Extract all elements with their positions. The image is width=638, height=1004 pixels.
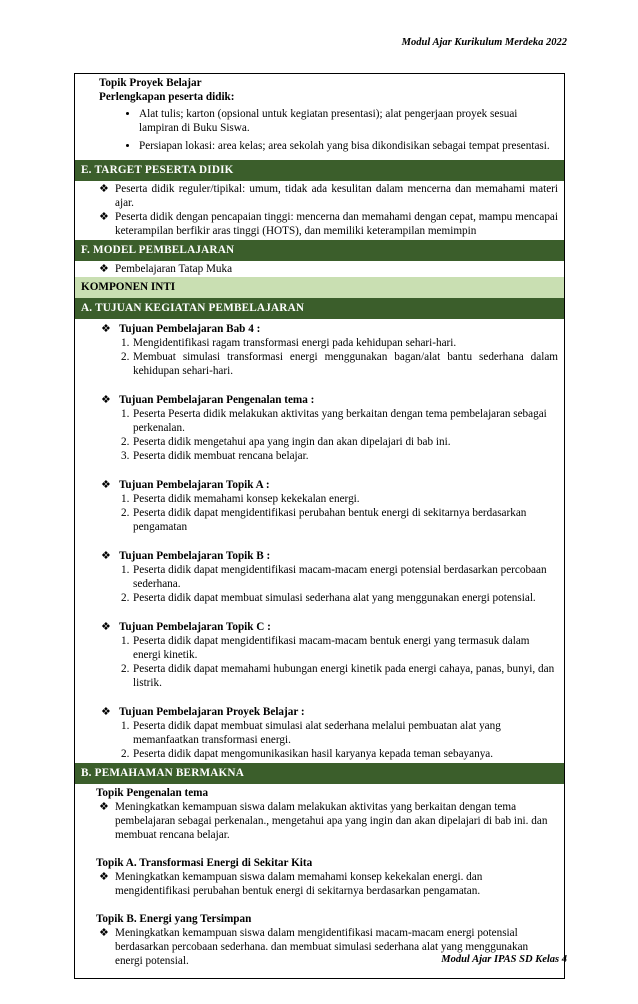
- diamond-bullet-icon: ❖: [99, 211, 109, 223]
- list-item: ❖ Meningkatkan kemampuan siswa dalam mengidentifikasi macam-macam energi potensial berdasarkan percobaan sederhana. dan membuat simulasi sederhana alat yang menggunakan energi potensial.: [99, 927, 529, 967]
- diamond-bullet-icon: ❖: [99, 871, 109, 883]
- tujuan-group-title: ❖ Tujuan Pembelajaran Topik A :: [101, 479, 270, 491]
- diamond-bullet-icon: ❖: [101, 479, 111, 491]
- pemahaman-topic-title: Topik A. Transformasi Energi di Sekitar Kita: [96, 857, 313, 869]
- diamond-bullet-icon: ❖: [99, 263, 109, 275]
- list-item: 1. Peserta didik dapat mengidentifikasi macam-macam energi potensial berdasarkan percobaan sederhana.: [121, 564, 547, 590]
- list-item: 2. Peserta didik mengetahui apa yang ingin dan akan dipelajari di bab ini.: [121, 436, 451, 448]
- list-item: ❖ Meningkatkan kemampuan siswa dalam melakukan aktivitas yang berkaitan dengan tema pembelajaran sebagai perkenalan., mengetahui apa yang ingin dan akan dipelajari di bab ini. dan membuat rencana belajar.: [99, 801, 548, 841]
- list-item: ❖ Pembelajaran Tatap Muka: [99, 263, 233, 275]
- tujuan-group-title: ❖ Tujuan Pembelajaran Proyek Belajar :: [101, 706, 305, 718]
- pemahaman-content: [75, 784, 564, 978]
- komponen-inti-heading: KOMPONEN INTI: [75, 277, 564, 298]
- diamond-bullet-icon: ❖: [101, 706, 111, 718]
- topik-proyek-title: Topik Proyek Belajar: [99, 77, 202, 89]
- section-heading-model: F. MODEL PEMBELAJARAN: [75, 240, 564, 261]
- target-list: [75, 181, 564, 240]
- tujuan-group-title: ❖ Tujuan Pembelajaran Pengenalan tema :: [101, 394, 315, 406]
- list-item: 1. Peserta didik dapat mengidentifikasi macam-macam bentuk energi yang termasuk dalam energi kinetik.: [121, 635, 530, 661]
- diamond-bullet-icon: ❖: [101, 550, 111, 562]
- page-header: Modul Ajar Kurikulum Merdeka 2022: [401, 37, 567, 48]
- perlengkapan-list: [99, 107, 558, 153]
- pemahaman-topic-title: Topik B. Energi yang Tersimpan: [96, 913, 252, 925]
- diamond-bullet-icon: ❖: [101, 621, 111, 633]
- list-item: 2. Peserta didik dapat mengidentifikasi perubahan bentuk energi di sekitarnya berdasarkan pengamatan: [121, 507, 527, 533]
- section-heading-tujuan: A. TUJUAN KEGIATAN PEMBELAJARAN: [75, 298, 564, 319]
- diamond-bullet-icon: ❖: [99, 801, 109, 813]
- list-item: 1. Mengidentifikasi ragam transformasi energi pada kehidupan sehari-hari.: [121, 337, 457, 349]
- tujuan-content: [75, 319, 564, 763]
- tujuan-group-title: ❖ Tujuan Pembelajaran Topik C :: [101, 621, 271, 633]
- pemahaman-topic-title: Topik Pengenalan tema: [96, 787, 209, 799]
- module-frame: [74, 73, 565, 979]
- list-item: 1. Peserta Peserta didik melakukan aktivitas yang berkaitan dengan tema pembelajaran sebagai perkenalan.: [121, 408, 547, 434]
- diamond-bullet-icon: ❖: [101, 323, 111, 335]
- diamond-bullet-icon: ❖: [101, 394, 111, 406]
- page-footer: Modul Ajar IPAS SD Kelas 4: [441, 954, 567, 965]
- list-item: ❖ Meningkatkan kemampuan siswa dalam memahami konsep kekekalan energi. dan mengidentifikasi perubahan bentuk energi di sekitarnya berdasarkan pengamatan.: [99, 871, 483, 897]
- section-heading-pemahaman: B. PEMAHAMAN BERMAKNA: [75, 763, 564, 784]
- tujuan-group-title: ❖ Tujuan Pembelajaran Bab 4 :: [101, 323, 261, 335]
- list-item: • Alat tulis; karton (opsional untuk kegiatan presentasi); alat pengerjaan proyek sesuai lampiran di Buku Siswa.: [139, 107, 558, 135]
- topik-proyek-block: [75, 74, 564, 160]
- list-item: 1. Peserta didik dapat membuat simulasi alat sederhana melalui pembuatan alat yang memanfaatkan transformasi energi.: [121, 720, 501, 746]
- list-item: 1. Peserta didik memahami konsep kekekalan energi.: [121, 493, 360, 505]
- list-item: 3. Peserta didik membuat rencana belajar.: [121, 450, 309, 462]
- list-item: 2. Peserta didik dapat membuat simulasi sederhana alat yang menggunakan energi potensial.: [121, 592, 536, 604]
- list-item: 2. Membuat simulasi transformasi energi menggunakan bagan/alat bantu sederhana dalam kehidupan sehari-hari.: [121, 351, 558, 377]
- section-heading-target: E. TARGET PESERTA DIDIK: [75, 160, 564, 181]
- list-item: 2. Peserta didik dapat memahami hubungan energi kinetik pada energi cahaya, panas, bunyi, dan listrik.: [121, 663, 555, 689]
- list-item: • Persiapan lokasi: area kelas; area sekolah yang bisa dikondisikan sebagai tempat presentasi.: [139, 139, 558, 153]
- tujuan-group-title: ❖ Tujuan Pembelajaran Topik B :: [101, 550, 271, 562]
- list-item: ❖ Peserta didik dengan pencapaian tinggi: mencerna dan memahami dengan cepat, mampu mencapai keterampilan berfikir aras tinggi (HOTS), dan memiliki keterampilan memimpin: [99, 211, 558, 237]
- model-list: [75, 261, 564, 277]
- diamond-bullet-icon: ❖: [99, 927, 109, 939]
- perlengkapan-title: Perlengkapan peserta didik:: [99, 91, 235, 103]
- list-item: 2. Peserta didik dapat mengomunikasikan hasil karyanya kepada teman sebayanya.: [121, 748, 494, 760]
- list-item: ❖ Peserta didik reguler/tipikal: umum, tidak ada kesulitan dalam mencerna dan memahami materi ajar.: [99, 183, 558, 209]
- diamond-bullet-icon: ❖: [99, 183, 109, 195]
